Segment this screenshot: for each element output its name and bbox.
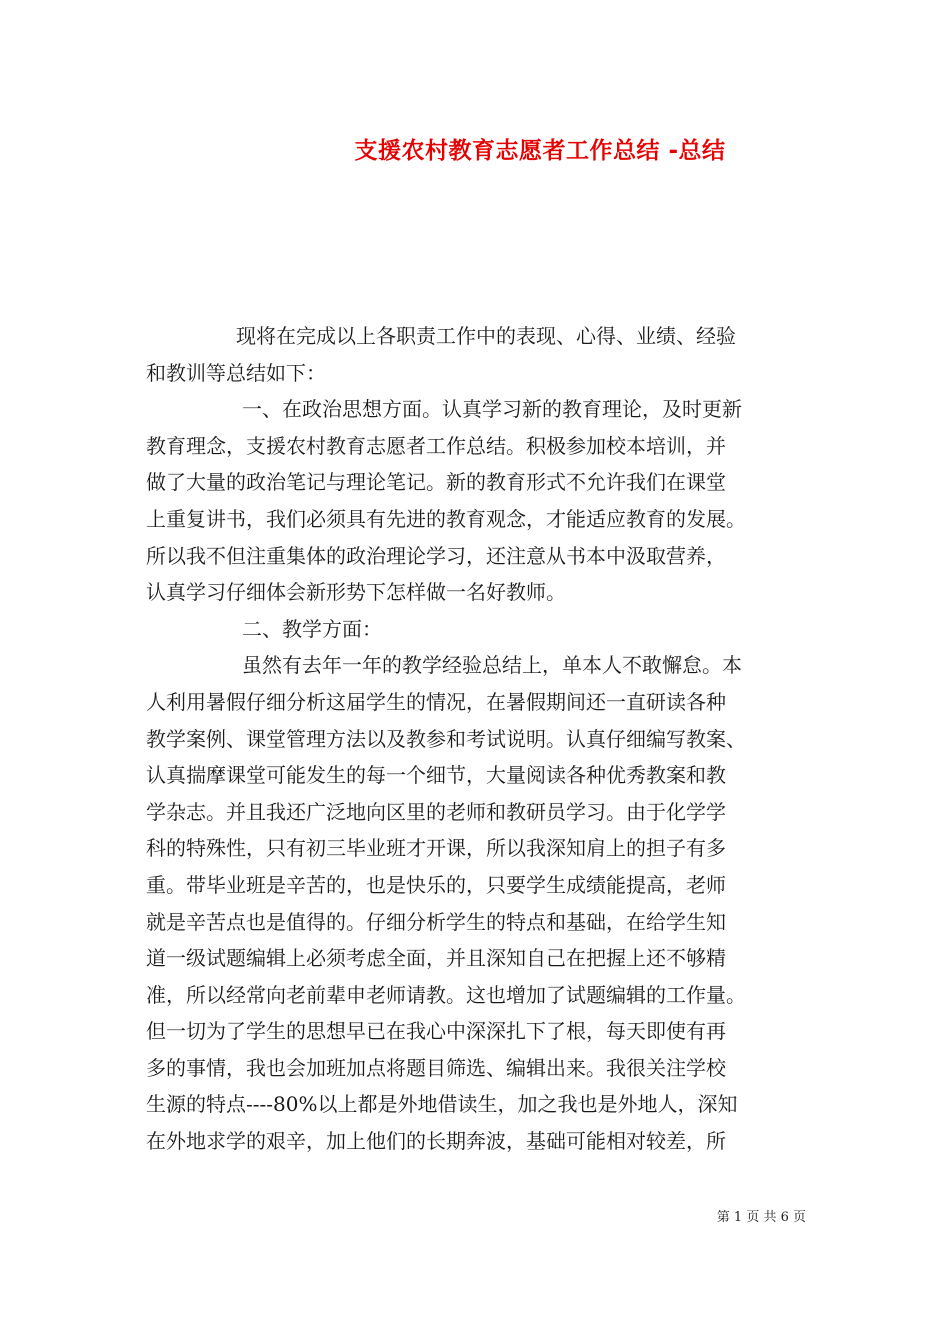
paragraph-political bbox=[146, 391, 810, 611]
body-line: 现将在完成以上各职责工作中的表现、心得、业绩、经验 bbox=[236, 324, 736, 348]
body-line: 人利用暑假仔细分析这届学生的情况，在暑假期间还一直研读各种 bbox=[146, 689, 726, 714]
body-line: 上重复讲书，我们必须具有先进的教育观念，才能适应教育的发展。 bbox=[146, 506, 746, 531]
paragraph-teaching bbox=[146, 647, 810, 1159]
body-line: 虽然有去年一年的教学经验总结上，单本人不敢懈怠。本 bbox=[242, 653, 742, 678]
body-line: 科的特殊性，只有初三毕业班才开课，所以我深知肩上的担子有多 bbox=[146, 836, 726, 861]
body-line: 重。带毕业班是辛苦的，也是快乐的，只要学生成绩能提高，老师 bbox=[146, 872, 726, 897]
body-line: 就是辛苦点也是值得的。仔细分析学生的特点和基础，在给学生知 bbox=[146, 909, 726, 934]
body-line: 认真揣摩课堂可能发生的每一个细节，大量阅读各种优秀教案和教 bbox=[146, 763, 726, 788]
document-body bbox=[146, 318, 810, 1160]
body-line: 教育理念，支援农村教育志愿者工作总结。积极参加校本培训，并 bbox=[146, 433, 726, 458]
section-heading-teaching bbox=[146, 611, 810, 648]
body-line: 但一切为了学生的思想早已在我心中深深扎下了根，每天即使有再 bbox=[146, 1019, 726, 1044]
body-line: 所以我不但注重集体的政治理论学习，还注意从书本中汲取营养， bbox=[146, 543, 726, 568]
body-line: 认真学习仔细体会新形势下怎样做一名好教师。 bbox=[146, 580, 566, 605]
body-line: 做了大量的政治笔记与理论笔记。新的教育形式不允许我们在课堂 bbox=[146, 470, 726, 495]
body-line: 多的事情，我也会加班加点将题目筛选、编辑出来。我很关注学校 bbox=[146, 1055, 726, 1080]
body-line: 一、在政治思想方面。认真学习新的教育理论，及时更新 bbox=[242, 397, 742, 422]
paragraph-intro bbox=[146, 318, 810, 391]
body-line: 二、教学方面： bbox=[242, 616, 382, 641]
body-line: 学杂志。并且我还广泛地向区里的老师和教研员学习。由于化学学 bbox=[146, 799, 726, 824]
body-line: 和教训等总结如下： bbox=[146, 360, 326, 385]
document-title: 支援农村教育志愿者工作总结 -总结 bbox=[354, 138, 726, 164]
body-line: 生源的特点----80%以上都是外地借读生，加之我也是外地人，深知 bbox=[146, 1092, 738, 1117]
page-number-footer: 第 1 页 共 6 页 bbox=[716, 1210, 806, 1225]
body-line: 准，所以经常向老前辈申老师请教。这也增加了试题编辑的工作量。 bbox=[146, 982, 746, 1007]
body-line: 在外地求学的艰辛，加上他们的长期奔波，基础可能相对较差，所 bbox=[146, 1129, 726, 1154]
body-line: 道一级试题编辑上必须考虑全面，并且深知自己在把握上还不够精 bbox=[146, 946, 726, 971]
body-line: 教学案例、课堂管理方法以及教参和考试说明。认真仔细编写教案、 bbox=[146, 726, 746, 751]
